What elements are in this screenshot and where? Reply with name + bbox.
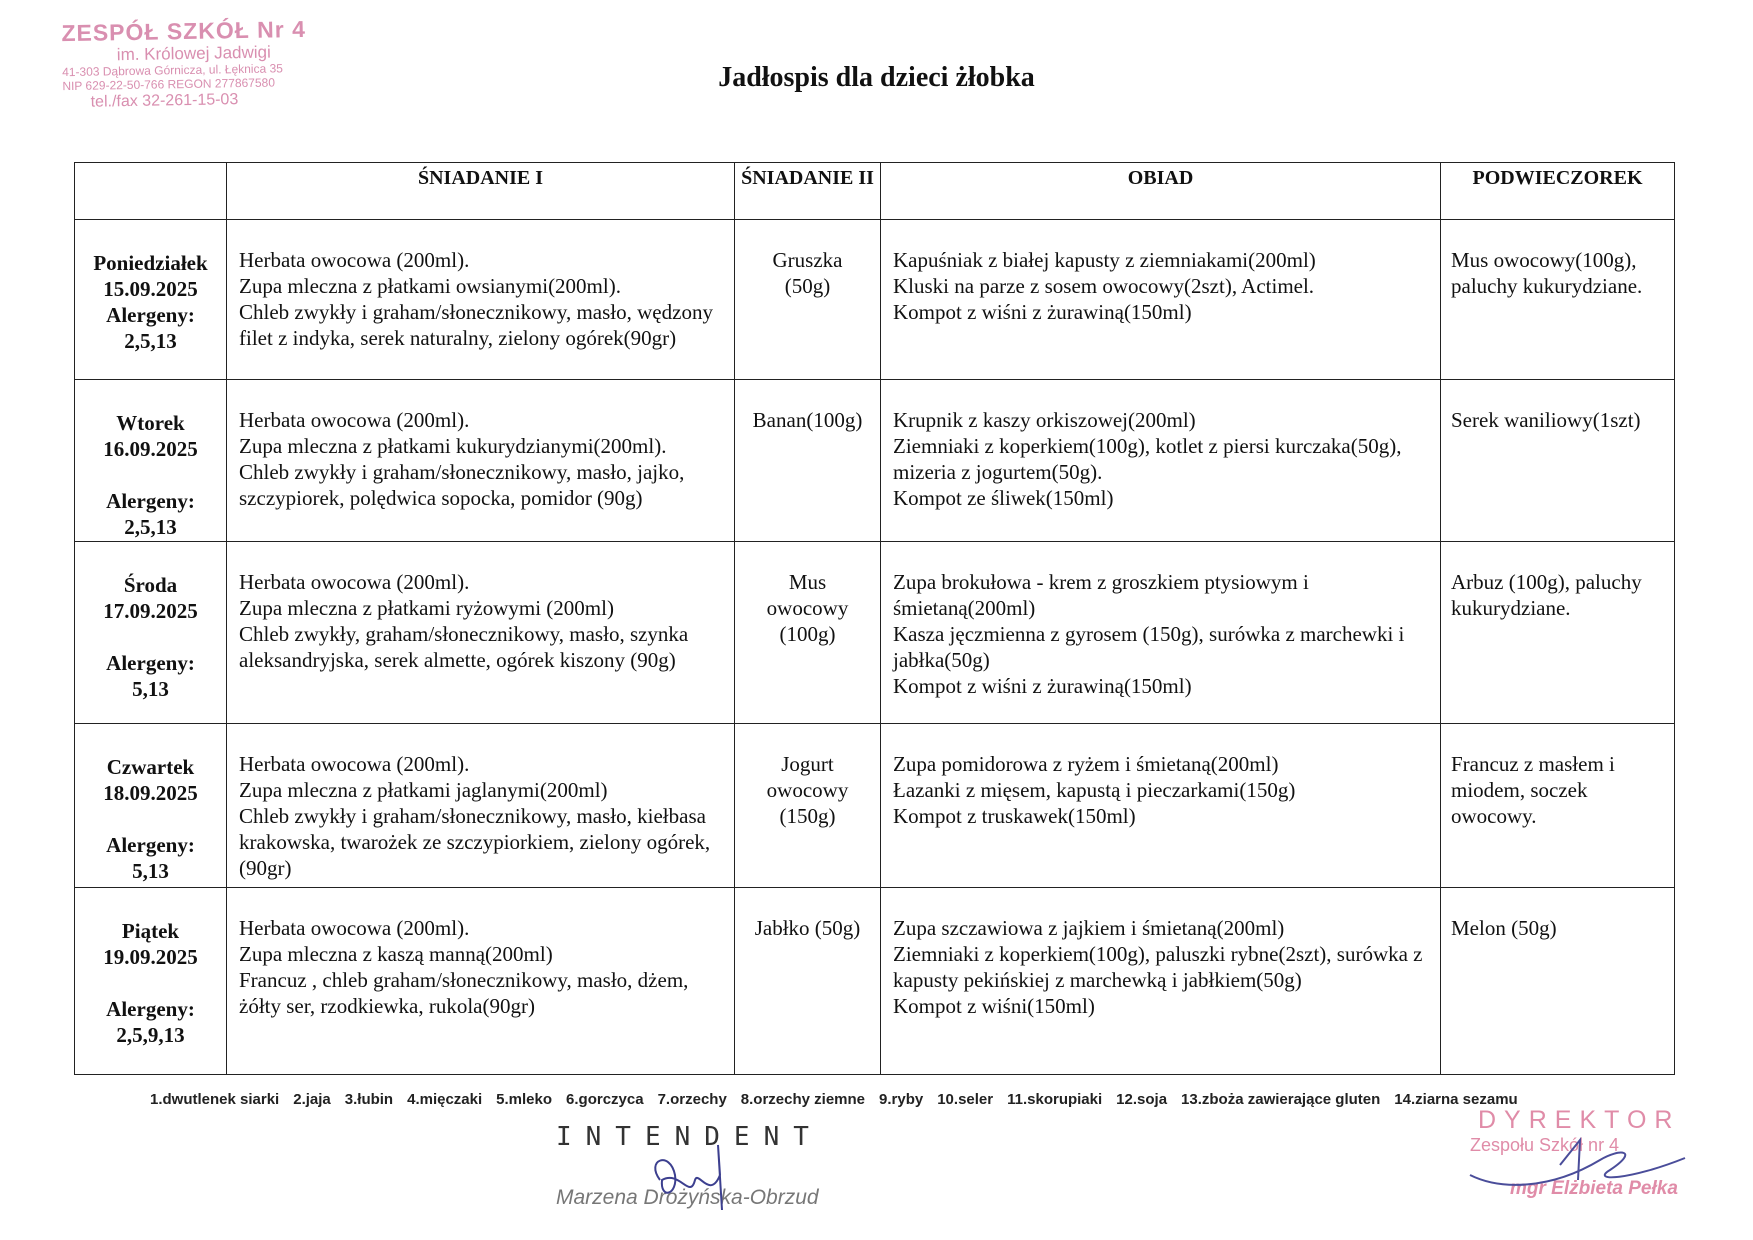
allergen-item: 9.ryby [879, 1091, 924, 1108]
allergens-label: Alergeny: [106, 833, 195, 857]
menu-line: Mus [788, 570, 827, 594]
allergen-legend [150, 1086, 1610, 1114]
lunch-cell [881, 542, 1441, 724]
menu-line: Banan(100g) [752, 408, 863, 432]
day-name: Czwartek [106, 755, 195, 779]
menu-line: Kompot z wiśni(150ml) [893, 994, 1095, 1018]
allergen-item: 10.seler [937, 1091, 994, 1108]
menu-line: Krupnik z kaszy orkiszowej(200ml) [893, 408, 1196, 432]
breakfast-2-cell [735, 542, 881, 724]
allergens-value: 2,5,9,13 [116, 1023, 185, 1047]
day-date: 18.09.2025 [103, 781, 198, 805]
menu-line: Gruszka [772, 248, 843, 272]
director-title: DYREKTOR [1478, 1106, 1681, 1134]
allergen-item: 14.ziarna sezamu [1394, 1091, 1518, 1108]
day-cell [75, 724, 227, 888]
table-row [75, 220, 1675, 380]
table-row [75, 724, 1675, 888]
allergens-value: 5,13 [132, 677, 169, 701]
lunch-cell [881, 220, 1441, 380]
menu-line: owocowy [766, 596, 849, 620]
day-name: Poniedziałek [93, 251, 208, 275]
allergen-item: 7.orzechy [657, 1091, 727, 1108]
lunch-cell [881, 724, 1441, 888]
intendent-label: INTENDENT [556, 1122, 823, 1152]
page-title: Jadłospis dla dzieci żłobka [718, 62, 1035, 93]
header-lunch: OBIAD [881, 163, 1441, 220]
header-breakfast-2: ŚNIADANIE II [735, 163, 881, 220]
menu-line: Melon (50g) [1451, 916, 1557, 940]
table-row [75, 380, 1675, 542]
day-cell [75, 220, 227, 380]
allergens-value: 2,5,13 [124, 515, 177, 539]
menu-line: Kluski na parze z sosem owocowy(2szt), Actimel. [893, 274, 1315, 298]
intendent-signature [640, 1140, 760, 1220]
breakfast-1-cell [227, 888, 735, 1075]
snack-cell [1441, 724, 1675, 888]
allergens-label: Alergeny: [106, 651, 195, 675]
menu-line: Zupa mleczna z płatkami owsianymi(200ml). [239, 274, 621, 298]
stamp-line: im. Królowej Jadwigi [116, 42, 271, 65]
allergen-item: 2.jaja [293, 1091, 331, 1108]
menu-line: Ziemniaki z koperkiem(100g), kotlet z piersi kurczaka(50g), mizeria z jogurtem(50g). [893, 434, 1402, 484]
table-row [75, 888, 1675, 1075]
snack-cell [1441, 542, 1675, 724]
menu-line: (50g) [784, 274, 831, 298]
allergens-label: Alergeny: [106, 997, 195, 1021]
menu-line: Serek waniliowy(1szt) [1451, 408, 1641, 432]
breakfast-1-cell [227, 542, 735, 724]
menu-line: Zupa mleczna z płatkami kukurydzianymi(200ml). [239, 434, 667, 458]
menu-line: Francuz z masłem i miodem, soczek owocowy. [1451, 752, 1615, 828]
day-date: 17.09.2025 [103, 599, 198, 623]
breakfast-2-cell [735, 724, 881, 888]
lunch-cell [881, 380, 1441, 542]
menu-line: Arbuz (100g), paluchy kukurydziane. [1451, 570, 1642, 620]
allergens-label: Alergeny: [106, 489, 195, 513]
menu-line: Kompot z wiśni z żurawiną(150ml) [893, 674, 1192, 698]
day-name: Piątek [121, 919, 180, 943]
day-cell [75, 888, 227, 1075]
menu-line: Zupa brokułowa - krem z groszkiem ptysiowym i śmietaną(200ml) [893, 570, 1309, 620]
director-signature [1460, 1130, 1690, 1200]
table-row [75, 542, 1675, 724]
allergen-item: 8.orzechy ziemne [740, 1091, 866, 1108]
allergen-item: 12.soja [1116, 1091, 1168, 1108]
breakfast-1-cell [227, 724, 735, 888]
allergen-item: 4.mięczaki [407, 1091, 483, 1108]
allergens-label: Alergeny: [106, 303, 195, 327]
allergens-value: 2,5,13 [124, 329, 177, 353]
menu-line: Francuz , chleb graham/słonecznikowy, masło, dżem, żółty ser, rzodkiewka, rukola(90gr) [239, 968, 689, 1018]
menu-line: Herbata owocowa (200ml). [239, 570, 470, 594]
menu-line: Zupa mleczna z płatkami jaglanymi(200ml) [239, 778, 608, 802]
menu-line: Kapuśniak z białej kapusty z ziemniakami(200ml) [893, 248, 1316, 272]
allergen-item: 1.dwutlenek siarki [150, 1091, 280, 1108]
menu-line: Herbata owocowa (200ml). [239, 916, 470, 940]
day-name: Wtorek [116, 411, 185, 435]
menu-line: Kasza jęczmienna z gyrosem (150g), surówka z marchewki i jabłka(50g) [893, 622, 1405, 672]
breakfast-2-cell [735, 888, 881, 1075]
header-row [75, 163, 1675, 220]
allergens-value: 5,13 [132, 859, 169, 883]
menu-line: Jogurt [781, 752, 834, 776]
menu-line: Chleb zwykły, graham/słonecznikowy, masło, szynka aleksandryjska, serek almette, ogórek kiszony (90g) [239, 622, 689, 672]
allergen-item: 13.zboża zawierające gluten [1181, 1091, 1381, 1108]
menu-line: (150g) [779, 804, 836, 828]
day-cell [75, 542, 227, 724]
menu-line: Chleb zwykły i graham/słonecznikowy, masło, wędzony filet z indyka, serek naturalny, zielony ogórek(90gr) [239, 300, 713, 350]
header-breakfast-1: ŚNIADANIE I [227, 163, 735, 220]
menu-line: Chleb zwykły i graham/słonecznikowy, masło, kiełbasa krakowska, twarożek ze szczypiorkiem, zielony ogórek, (90gr) [239, 804, 711, 880]
menu-line: Kompot z wiśni z żurawiną(150ml) [893, 300, 1192, 324]
menu-line: Kompot ze śliwek(150ml) [893, 486, 1114, 510]
breakfast-2-cell [735, 220, 881, 380]
menu-line: Zupa mleczna z kaszą manną(200ml) [239, 942, 553, 966]
stamp-line: tel./fax 32-261-15-03 [90, 90, 239, 111]
day-name: Środa [123, 573, 178, 597]
allergen-item: 11.skorupiaki [1007, 1091, 1103, 1108]
header-snack: PODWIECZOREK [1441, 163, 1675, 220]
menu-line: Zupa szczawiowa z jajkiem i śmietaną(200ml) [893, 916, 1285, 940]
day-date: 16.09.2025 [103, 437, 198, 461]
breakfast-1-cell [227, 380, 735, 542]
breakfast-1-cell [227, 220, 735, 380]
menu-line: Herbata owocowa (200ml). [239, 248, 470, 272]
director-institution: Zespołu Szkół nr 4 [1470, 1135, 1620, 1155]
allergen-item: 3.łubin [344, 1091, 394, 1108]
intendent-name: Marzena Drożyńska-Obrzud [556, 1186, 819, 1209]
menu-line: Herbata owocowa (200ml). [239, 408, 470, 432]
stamp-line: NIP 629-22-50-766 REGON 277867580 [62, 75, 276, 93]
snack-cell [1441, 380, 1675, 542]
menu-line: Łazanki z mięsem, kapustą i pieczarkami(150g) [893, 778, 1296, 802]
menu-line: Zupa mleczna z płatkami ryżowymi (200ml) [239, 596, 614, 620]
menu-table [74, 162, 1675, 1075]
snack-cell [1441, 888, 1675, 1075]
menu-line: owocowy [766, 778, 849, 802]
allergen-item: 5.mleko [496, 1091, 553, 1108]
header-day [75, 163, 227, 220]
breakfast-2-cell [735, 380, 881, 542]
menu-line: Jabłko (50g) [754, 916, 861, 940]
menu-line: Kompot z truskawek(150ml) [893, 804, 1136, 828]
allergen-item: 6.gorczyca [566, 1091, 644, 1108]
menu-line: Herbata owocowa (200ml). [239, 752, 470, 776]
stamp-line: 41-303 Dąbrowa Górnicza, ul. Łęknica 35 [62, 61, 284, 80]
menu-line: Ziemniaki z koperkiem(100g), paluszki rybne(2szt), surówka z kapusty pekińskiej z marchewką i jabłkiem(50g) [893, 942, 1423, 992]
snack-cell [1441, 220, 1675, 380]
menu-line: (100g) [779, 622, 836, 646]
day-cell [75, 380, 227, 542]
menu-line: Mus owocowy(100g), paluchy kukurydziane. [1451, 248, 1643, 298]
day-date: 15.09.2025 [103, 277, 198, 301]
menu-line: Chleb zwykły i graham/słonecznikowy, masło, jajko, szczypiorek, polędwica sopocka, pomidor (90g) [239, 460, 685, 510]
lunch-cell [881, 888, 1441, 1075]
director-name: mgr Elżbieta Pełka [1510, 1178, 1678, 1199]
day-date: 19.09.2025 [103, 945, 198, 969]
menu-line: Zupa pomidorowa z ryżem i śmietaną(200ml) [893, 752, 1279, 776]
stamp-line: ZESPÓŁ SZKÓŁ Nr 4 [61, 15, 307, 47]
